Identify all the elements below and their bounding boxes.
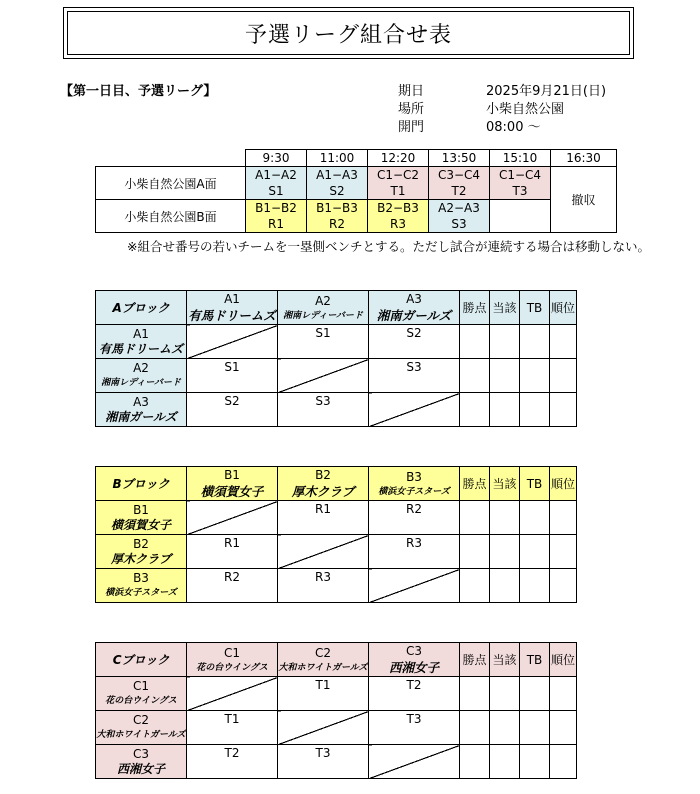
team-name: 花の台ウイングス [105,695,177,706]
rank-cell [550,325,577,359]
block-a-col-team-3 [369,291,460,325]
team-code: C3 [132,746,149,761]
head-to-head-cell [490,569,520,603]
court-a-code-5: T3 [490,183,551,200]
head-to-head-header: 当該 [490,467,520,501]
block-b-row-1 [96,501,577,535]
court-b-empty [490,200,551,233]
team-name: 花の台ウイングス [196,663,268,673]
team-name: 有馬ドリームズ [98,341,183,356]
tb-cell [520,711,550,745]
win-points-cell [460,535,490,569]
match-cell: T2 [369,677,460,711]
self-match-cell [369,745,460,779]
withdraw-cell: 撤収 [551,167,617,233]
head-to-head-cell [490,745,520,779]
win-points-cell [460,325,490,359]
self-match-cell [278,359,369,393]
block-c-row-2 [96,711,577,745]
win-points-header: 勝点 [460,291,490,325]
match-cell: R3 [278,569,369,603]
court-a-game-2: A1−A3 [307,167,368,184]
bench-note: ※組合せ番号の若いチームを一塁側ベンチとする。ただし試合が連続する場合は移動しない。 [127,239,650,254]
match-cell: S3 [369,359,460,393]
block-a-col-team-2 [278,291,369,325]
team-code: A3 [133,394,149,409]
win-points-cell [460,501,490,535]
court-b-code-3: R3 [368,216,429,233]
block-a-table [95,290,577,427]
block-c-col-team-2 [278,643,369,677]
team-name: 厚木クラブ [110,551,171,566]
team-name: 横浜女子スターズ [378,487,450,497]
rank-cell [550,677,577,711]
match-cell: S2 [369,325,460,359]
time-3: 12:20 [368,150,429,167]
rank-header: 順位 [550,291,577,325]
block-b-row-team-3 [96,569,187,603]
open-value: 08:00 ～ [486,120,541,135]
block-a-row-team-1 [96,325,187,359]
block-b-col-team-3 [369,467,460,501]
team-code: B2 [133,536,149,551]
date-label: 期日 [398,84,425,99]
court-a-code-2: S2 [307,183,368,200]
head-to-head-cell [490,501,520,535]
team-code: A2 [133,360,149,375]
win-points-header: 勝点 [460,643,490,677]
team-code: B3 [406,470,422,484]
court-b-game-1: B1−B2 [246,200,307,217]
self-match-cell [187,677,278,711]
court-a-code-1: S1 [246,183,307,200]
date-value: 2025年9月21日(日) [486,84,607,99]
team-code: A3 [406,291,422,306]
time-4: 13:50 [429,150,490,167]
tb-cell [520,393,550,427]
block-b-row-team-2 [96,535,187,569]
court-a-code-3: T1 [368,183,429,200]
place-value: 小柴自然公園 [486,102,565,117]
head-to-head-cell [490,393,520,427]
block-c-row-team-1 [96,677,187,711]
block-c-row-team-2 [96,711,187,745]
match-cell: R3 [369,535,460,569]
court-b-name: 小柴自然公園B面 [96,200,246,233]
block-c-col-team-1 [187,643,278,677]
time-2: 11:00 [307,150,368,167]
tb-cell [520,325,550,359]
block-a-row-3 [96,393,577,427]
head-to-head-cell [490,677,520,711]
team-name: 横須賀女子 [110,517,171,532]
win-points-cell [460,393,490,427]
rank-cell [550,393,577,427]
match-cell: T3 [369,711,460,745]
team-name: 有馬ドリームズ [188,307,276,323]
court-a-row-1 [96,167,617,184]
head-to-head-cell [490,359,520,393]
block-a-row-team-3 [96,393,187,427]
tb-cell [520,745,550,779]
court-b-game-4: A2−A3 [429,200,490,217]
tb-cell [520,501,550,535]
court-b-code-2: R2 [307,216,368,233]
team-code: C3 [405,643,422,658]
match-cell: T3 [278,745,369,779]
court-a-game-4: C3−C4 [429,167,490,184]
open-label: 開門 [398,120,425,135]
tb-header: TB [520,467,550,501]
court-a-name: 小柴自然公園A面 [96,167,246,200]
team-name: 大和ホワイトガールズ [96,729,186,740]
block-c-table [95,642,577,779]
tb-header: TB [520,643,550,677]
title-frame [63,7,634,59]
block-c-row-3 [96,745,577,779]
team-name: 湘南レディーバード [101,377,181,388]
block-b-row-3 [96,569,577,603]
court-a-game-1: A1−A2 [246,167,307,184]
self-match-cell [369,393,460,427]
team-code: A1 [133,326,149,341]
team-code: A2 [315,294,331,308]
win-points-cell [460,359,490,393]
team-name: 湘南ガールズ [105,409,177,424]
block-a-name: Aブロック [96,291,187,325]
team-code: C2 [132,712,149,727]
match-cell: R1 [278,501,369,535]
team-name: 横須賀女子 [200,483,264,499]
section-heading: 【第一日目、予選リーグ】 [60,84,217,99]
page-title: 予選リーグ組合せ表 [67,11,630,55]
head-to-head-cell [490,711,520,745]
team-name: 湘南レディーバード [283,311,363,321]
head-to-head-cell [490,325,520,359]
rank-cell [550,569,577,603]
team-name: 西湘女子 [116,761,165,776]
block-a-row-1 [96,325,577,359]
team-name: 湘南ガールズ [376,307,452,323]
block-b-row-2 [96,535,577,569]
match-cell: R2 [369,501,460,535]
match-cell: R1 [187,535,278,569]
schedule-corner [96,150,246,167]
self-match-cell [187,325,278,359]
match-cell: T2 [187,745,278,779]
team-code: C2 [314,646,331,660]
team-code: B1 [133,502,149,517]
match-cell: R2 [187,569,278,603]
rank-cell [550,535,577,569]
block-c-row-team-3 [96,745,187,779]
time-6: 16:30 [551,150,617,167]
team-code: B1 [224,467,240,482]
schedule-time-row [96,150,617,167]
team-name: 大和ホワイトガールズ [278,663,368,673]
team-code: C1 [132,678,149,693]
block-c-col-team-3 [369,643,460,677]
head-to-head-header: 当該 [490,291,520,325]
court-a-game-3: C1−C2 [368,167,429,184]
win-points-cell [460,711,490,745]
court-b-game-2: B1−B3 [307,200,368,217]
team-code: B3 [133,570,149,585]
tb-header: TB [520,291,550,325]
block-b-header-row [96,467,577,501]
self-match-cell [278,535,369,569]
win-points-cell [460,569,490,603]
tb-cell [520,535,550,569]
head-to-head-cell [490,535,520,569]
team-name: 西湘女子 [388,659,439,675]
self-match-cell [187,501,278,535]
block-b-col-team-2 [278,467,369,501]
team-name: 横浜女子スターズ [105,587,177,598]
match-cell: T1 [278,677,369,711]
match-cell: S1 [187,359,278,393]
rank-cell [550,501,577,535]
court-b-row-1 [96,200,617,217]
win-points-header: 勝点 [460,467,490,501]
block-c-header-row [96,643,577,677]
court-b-game-3: B2−B3 [368,200,429,217]
block-b-table [95,466,577,603]
court-b-code-1: R1 [246,216,307,233]
rank-header: 順位 [550,467,577,501]
block-b-name: Bブロック [96,467,187,501]
self-match-cell [369,569,460,603]
head-to-head-header: 当該 [490,643,520,677]
rank-header: 順位 [550,643,577,677]
block-b-row-team-1 [96,501,187,535]
block-a-col-team-1 [187,291,278,325]
match-cell: T1 [187,711,278,745]
rank-cell [550,745,577,779]
court-a-code-4: T2 [429,183,490,200]
team-code: C1 [223,646,240,660]
block-c-row-1 [96,677,577,711]
rank-cell [550,711,577,745]
tb-cell [520,677,550,711]
place-label: 場所 [398,102,425,117]
rank-cell [550,359,577,393]
tb-cell [520,569,550,603]
block-b-col-team-1 [187,467,278,501]
block-a-row-2 [96,359,577,393]
match-cell: S1 [278,325,369,359]
win-points-cell [460,745,490,779]
team-name: 厚木クラブ [291,483,355,499]
block-a-header-row [96,291,577,325]
match-cell: S3 [278,393,369,427]
block-c-name: Cブロック [96,643,187,677]
team-code: B2 [315,467,331,482]
match-cell: S2 [187,393,278,427]
court-a-game-5: C1−C4 [490,167,551,184]
self-match-cell [278,711,369,745]
win-points-cell [460,677,490,711]
schedule-table [95,149,617,233]
tb-cell [520,359,550,393]
block-a-row-team-2 [96,359,187,393]
team-code: A1 [224,291,240,306]
time-5: 15:10 [490,150,551,167]
time-1: 9:30 [246,150,307,167]
court-b-code-4: S3 [429,216,490,233]
